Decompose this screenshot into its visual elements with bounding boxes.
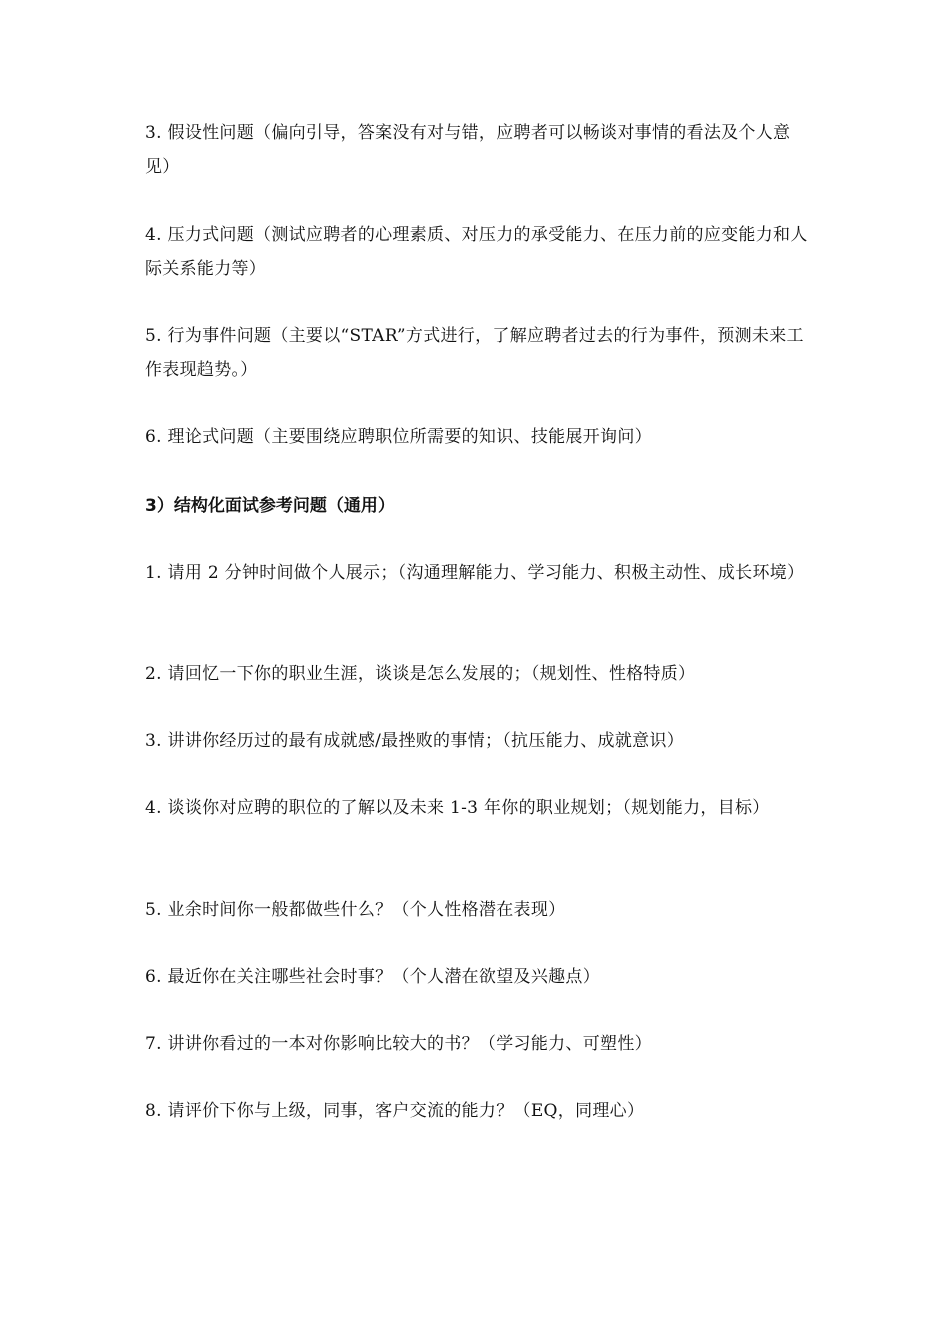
question-type-theoretical: 6. 理论式问题（主要围绕应聘职位所需要的知识、技能展开询问） [145,427,652,447]
interview-question-7: 7. 讲讲你看过的一本对你影响比较大的书？（学习能力、可塑性） [145,1034,652,1054]
section-heading: 3）结构化面试参考问题（通用） [145,496,395,516]
interview-question-4: 4. 谈谈你对应聘的职位的了解以及未来 1-3 年你的职业规划；（规划能力，目标） [145,798,770,818]
question-type-hypothetical: 3. 假设性问题（偏向引导，答案没有对与错，应聘者可以畅谈对事情的看法及个人意见） [145,123,791,177]
interview-question-6: 6. 最近你在关注哪些社会时事？（个人潜在欲望及兴趣点） [145,967,601,987]
question-type-behavioral: 5. 行为事件问题（主要以“STAR”方式进行，了解应聘者过去的行为事件，预测未来工作表现趋势。） [145,326,804,380]
interview-question-3: 3. 讲讲你经历过的最有成就感/最挫败的事情；（抗压能力、成就意识） [145,731,685,751]
interview-question-5: 5. 业余时间你一般都做些什么？（个人性格潜在表现） [145,900,566,920]
interview-question-8: 8. 请评价下你与上级，同事，客户交流的能力？（EQ，同理心） [145,1101,645,1121]
interview-question-2: 2. 请回忆一下你的职业生涯，谈谈是怎么发展的；（规划性、性格特质） [145,664,696,684]
interview-question-1: 1. 请用 2 分钟时间做个人展示；（沟通理解能力、学习能力、积极主动性、成长环境） [145,563,805,583]
question-type-pressure: 4. 压力式问题（测试应聘者的心理素质、对压力的承受能力、在压力前的应变能力和人际关系能力等） [145,225,808,279]
